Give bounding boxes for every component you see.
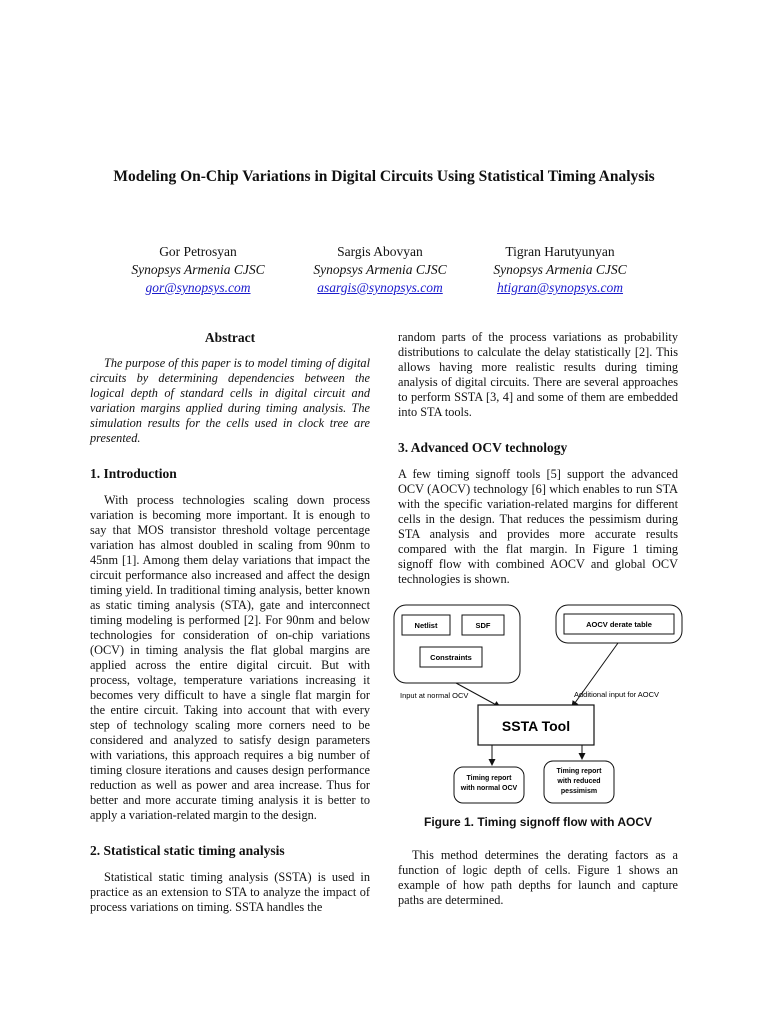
- author-1: [108, 243, 288, 297]
- aocv-text: A few timing signoff tools [5] support the advanced OCV (AOCV) technology [6] which enables to run STA with the specific variation-related margins for different cells in the design. That reduces the pessimism during STA analysis and provides more accurate results compared with the flat margin. In Figure 1 timing signoff flow with combined AOCV and global OCV technologies is shown.: [398, 467, 678, 586]
- author-affiliation: Synopsys Armenia CJSC: [131, 262, 265, 277]
- normal-report-line-2: with normal OCV: [460, 785, 518, 792]
- section-heading-introduction: 1. Introduction: [90, 466, 177, 481]
- author-email-link[interactable]: gor@synopsys.com: [145, 280, 251, 295]
- normal-report-line-1: Timing report: [466, 775, 512, 782]
- input-aocv-label: Additional input for AOCV: [574, 690, 660, 699]
- figure-caption: Figure 1. Timing signoff flow with AOCV: [424, 815, 652, 829]
- ssta-text: Statistical static timing analysis (SSTA) is used in practice as an extension to STA to analyze the impact of process variations on timing. SSTA handles the: [90, 870, 370, 914]
- reduced-report-line-2: with reduced: [557, 778, 601, 785]
- author-email-link[interactable]: htigran@synopsys.com: [496, 280, 624, 295]
- introduction-text: With process technologies scaling down process variation is becoming more important. It is enough to say that MOS transistor threshold voltage percentage variation has almost doubled in scaling from 90nm to 45nm [1]. Among them delay variations that impact the circuit performance also increased and affect the design timing yield. In traditional timing analysis, better known as static timing analysis (STA), gate and interconnect timing modeling is performed [2]. For 90nm and below technologies for consideration of on-chip variations (OCV) in timing analysis the flat global margins are applied across the entire digital circuit. But with process, voltage, temperature variations increasing it becomes very difficult to have a single flat margin for the entire circuit. Taking into account that with every step of technology scaling more corners need to be considered and analyzed to satisfy design parameters with variations, this approach requires a big number of timing closure iterations and causes design performance reduction as well as power and area increase. Thus for better and more accurate timing analysis it is better to apply a variation-related margin to the design.: [90, 493, 370, 822]
- author-2: [290, 243, 470, 297]
- author-name: Sargis Abovyan: [337, 244, 423, 259]
- netlist-label: Netlist: [414, 621, 438, 630]
- ssta-continuation-text: random parts of the process variations as probability distributions to calculate the delay statistically [2]. This allows having more realistic results during timing analysis of digital circuits. There are several approaches to perform SSTA [3, 4] and some of them are embedded into STA tools.: [398, 330, 678, 419]
- constraints-label: Constraints: [430, 653, 472, 662]
- ssta-tool-label: SSTA Tool: [501, 718, 571, 734]
- aocv-table-label: AOCV derate table: [586, 620, 652, 629]
- reduced-report-line-3: pessimism: [560, 788, 598, 795]
- reduced-report-line-1: Timing report: [556, 768, 602, 775]
- flow-diagram: [392, 599, 684, 807]
- aocv-after-figure-text: This method determines the derating factors as a function of logic depth of cells. Figure 1 shows an example of how path depths for launch and capture paths are determined.: [398, 848, 678, 907]
- abstract-text: The purpose of this paper is to model timing of digital circuits by determining dependencies between the logical depth of standard cells in digital circuit and variation margins applied during timing analysis. The simulation results for the cells used in clock tree are presented.: [90, 356, 370, 445]
- left-column: [90, 330, 370, 915]
- paper-title: Modeling On-Chip Variations in Digital Circuits Using Statistical Timing Analysis: [113, 168, 655, 185]
- author-name: Gor Petrosyan: [159, 244, 237, 259]
- section-heading-aocv: 3. Advanced OCV technology: [398, 440, 568, 455]
- abstract-heading: Abstract: [204, 330, 256, 345]
- author-name: Tigran Harutyunyan: [505, 244, 615, 259]
- input-normal-label: Input at normal OCV: [400, 691, 469, 700]
- author-affiliation: Synopsys Armenia CJSC: [313, 262, 447, 277]
- section-heading-ssta: 2. Statistical static timing analysis: [90, 843, 285, 858]
- author-3: [470, 243, 650, 297]
- author-email-link[interactable]: asargis@synopsys.com: [317, 280, 443, 295]
- author-affiliation: Synopsys Armenia CJSC: [493, 262, 627, 277]
- figure-1: [392, 599, 684, 807]
- right-column: [398, 330, 678, 908]
- sdf-label: SDF: [475, 621, 491, 630]
